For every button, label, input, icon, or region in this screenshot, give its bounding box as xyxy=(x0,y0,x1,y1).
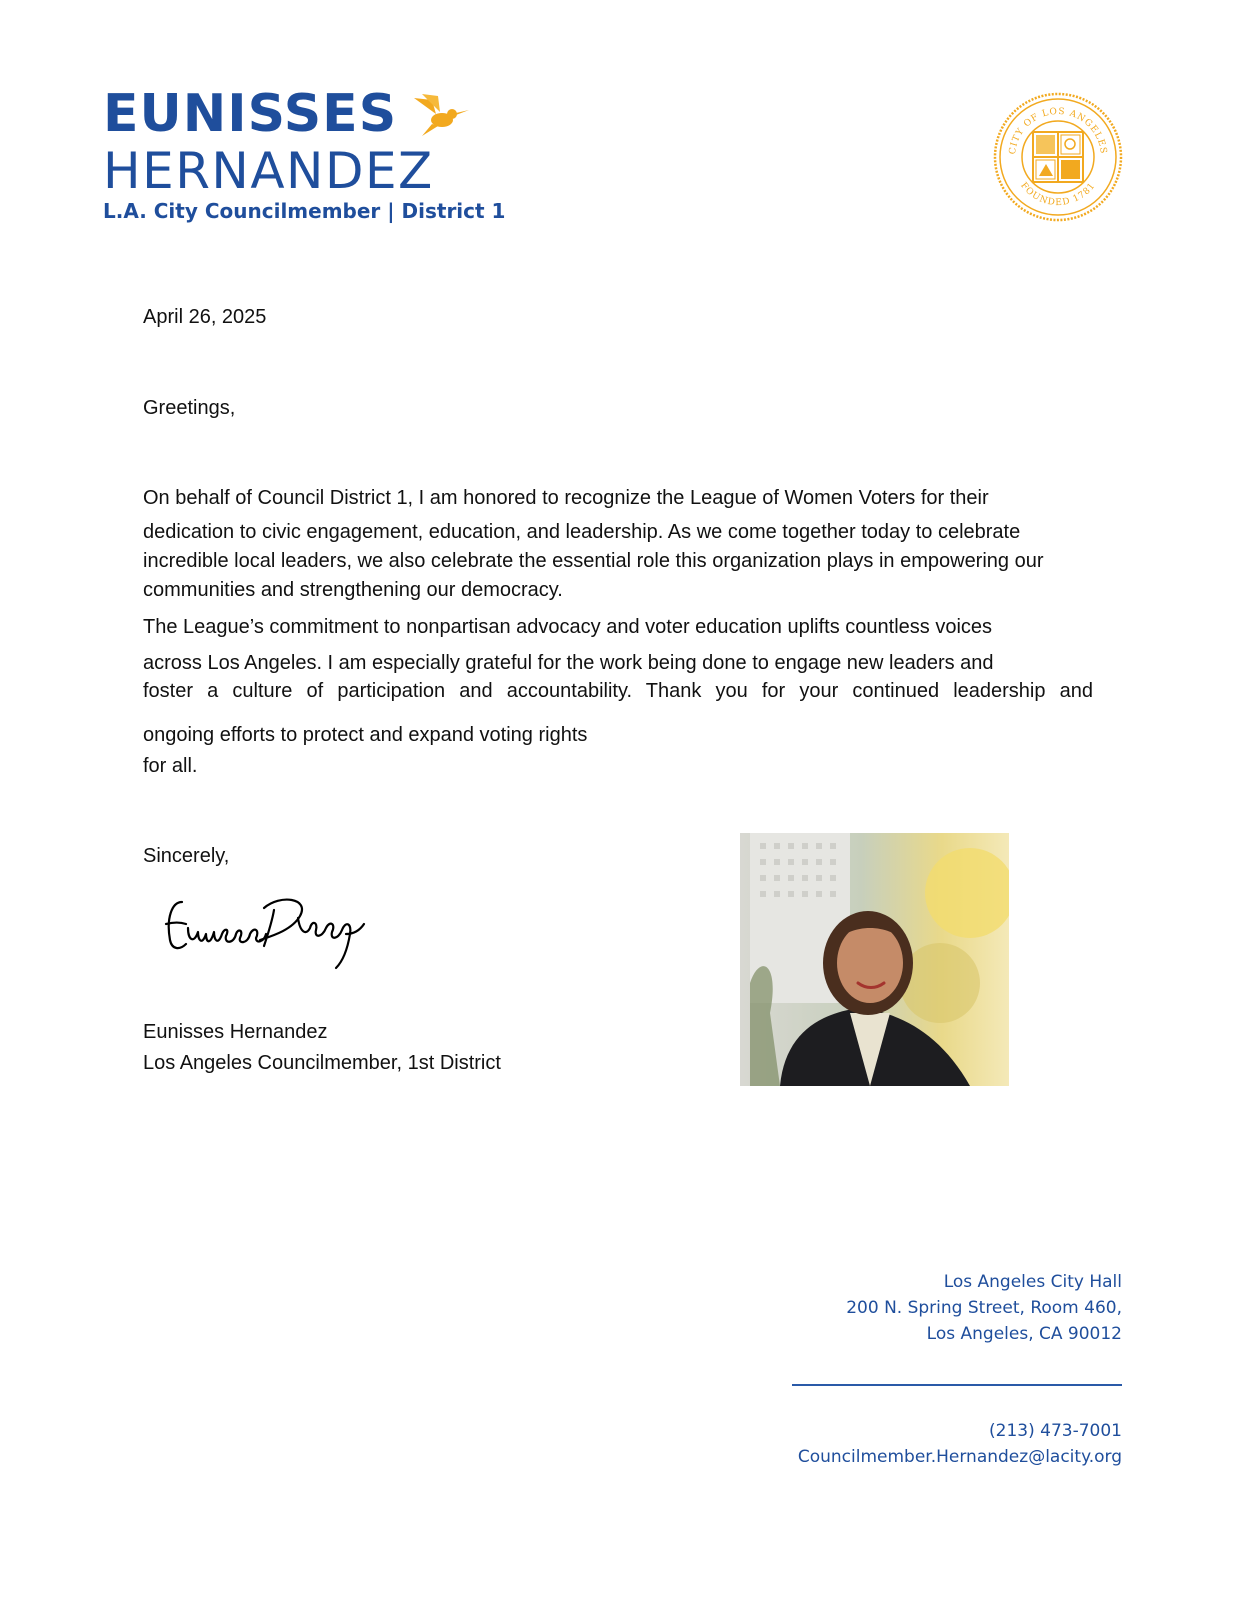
seal-bottom-text: FOUNDED 1781 xyxy=(1018,180,1098,209)
letterhead-last-name: HERNANDEZ xyxy=(103,142,434,200)
paragraph-2-line-2: across Los Angeles. I am especially grateful for the work being done to engage new leaders and xyxy=(143,652,994,674)
address-block xyxy=(846,1269,1122,1347)
address-building: Los Angeles City Hall xyxy=(943,1272,1122,1292)
contact-phone[interactable]: (213) 473-7001 xyxy=(989,1421,1122,1441)
paragraph-2-line-1: The League’s commitment to nonpartisan advocacy and voter education uplifts countless voices xyxy=(143,616,993,638)
seal-top-text: CITY OF LOS ANGELES xyxy=(1007,106,1109,156)
signer-title: Los Angeles Councilmember, 1st District xyxy=(143,1052,501,1074)
letter-date: April 26, 2025 xyxy=(143,306,267,328)
letterhead-subtitle: L.A. City Councilmember | District 1 xyxy=(103,199,506,223)
paragraph-1-body: dedication to civic engagement, education, and leadership. As we come together today to celebrate incredible local leaders, we also celebrate the essential role this organization plays in empowering our communities and strengthening our democracy. xyxy=(143,521,1044,601)
hummingbird-icon xyxy=(412,92,470,140)
address-city: Los Angeles, CA 90012 xyxy=(926,1324,1122,1344)
paragraph-2-line-5: for all. xyxy=(143,755,198,777)
paragraph-2-line-4: ongoing efforts to protect and expand voting rights xyxy=(143,724,588,746)
councilmember-portrait-photo xyxy=(740,833,1009,1086)
contact-block xyxy=(798,1418,1122,1470)
handwritten-signature xyxy=(160,888,370,972)
letterhead-first-name: EUNISSES xyxy=(103,84,398,144)
signer-name: Eunisses Hernandez xyxy=(143,1021,328,1043)
paragraph-2-line-3: foster a culture of participation and accountability. Thank you for your continued leadership and xyxy=(143,680,1093,702)
address-street: 200 N. Spring Street, Room 460, xyxy=(846,1298,1122,1318)
letter-closing: Sincerely, xyxy=(143,845,230,867)
contact-email[interactable]: Councilmember.Hernandez@lacity.org xyxy=(797,1447,1122,1467)
city-seal-icon xyxy=(993,92,1123,222)
letter-greeting: Greetings, xyxy=(143,397,236,419)
footer-divider xyxy=(792,1384,1122,1386)
paragraph-1-first-line: On behalf of Council District 1, I am honored to recognize the League of Women Voters for their xyxy=(143,487,989,509)
